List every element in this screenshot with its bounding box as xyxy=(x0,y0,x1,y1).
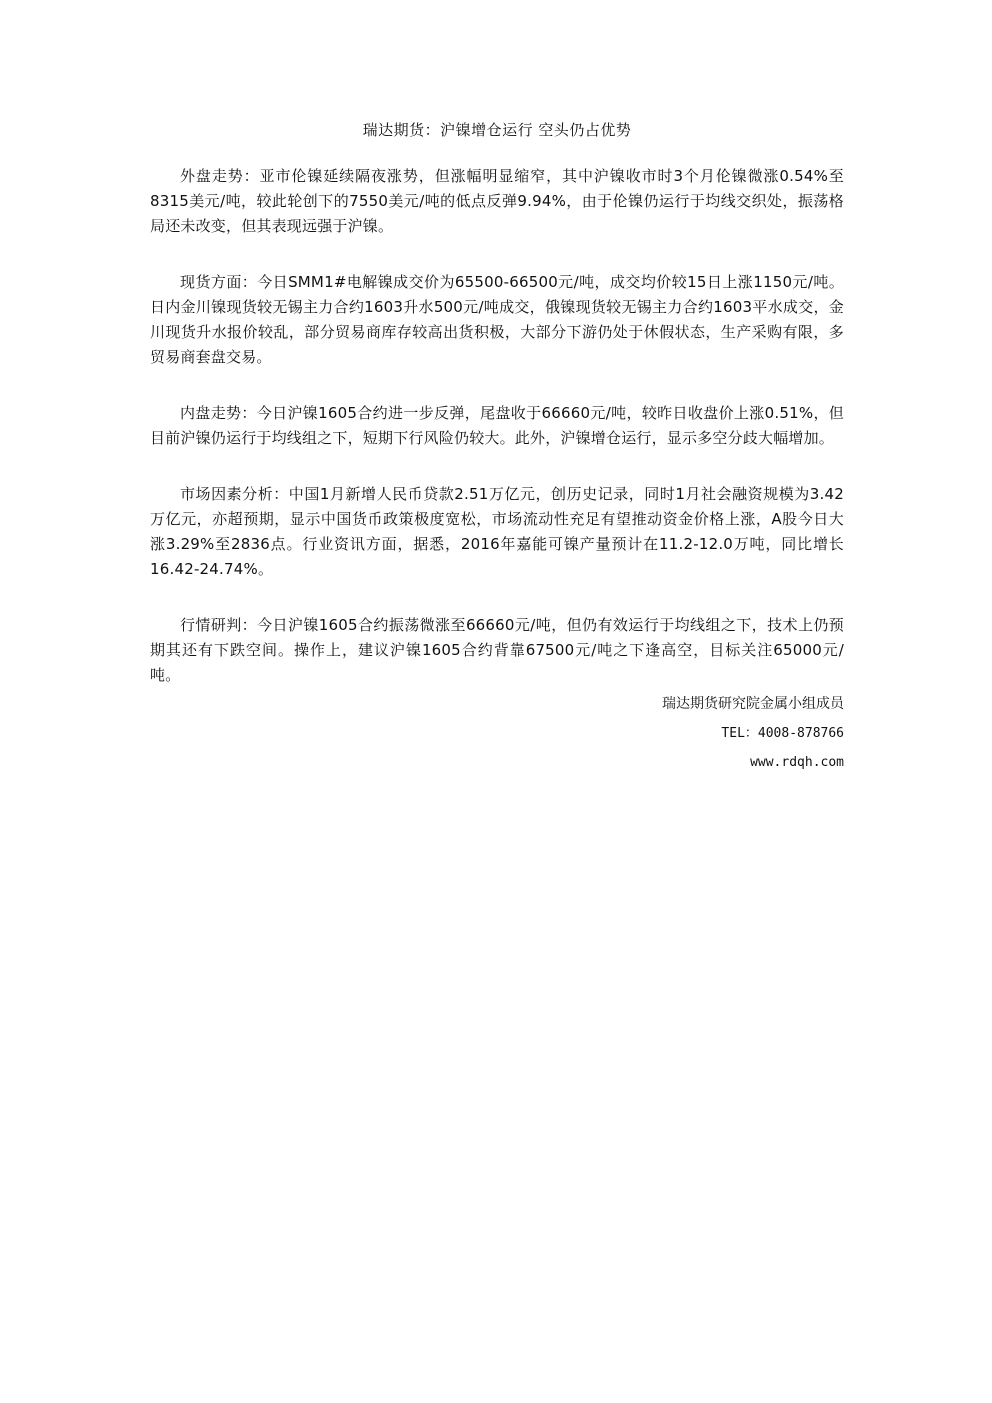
paragraph-market-factors: 市场因素分析：中国1月新增人民币贷款2.51万亿元，创历史记录，同时1月社会融资规模为3.42万亿元，亦超预期，显示中国货币政策极度宽松，市场流动性充足有望推动资金价格上涨，A股今日大涨3.29%至2836点。行业资讯方面，据悉，2016年嘉能可镍产量预计在11.2-12.0万吨，同比增长16.42-24.74%。 xyxy=(150,485,844,578)
paragraph-spot: 现货方面：今日SMM1#电解镍成交价为65500-66500元/吨，成交均价较15日上涨1150元/吨。日内金川镍现货较无锡主力合约1603升水500元/吨成交，俄镍现货较无锡主力合约1603平水成交，金川现货升水报价较乱，部分贸易商库存较高出货积极，大部分下游仍处于休假状态，生产采购有限，多贸易商套盘交易。 xyxy=(150,273,844,366)
paragraph-outlook: 行情研判：今日沪镍1605合约振荡微涨至66660元/吨，但仍有效运行于均线组之下，技术上仍预期其还有下跌空间。操作上，建议沪镍1605合约背靠67500元/吨之下逢高空，目标关注65000元/吨。 xyxy=(150,616,844,684)
signature-org: 瑞达期货研究院金属小组成员 xyxy=(662,696,844,712)
paragraph-foreign-market: 外盘走势：亚市伦镍延续隔夜涨势，但涨幅明显缩窄，其中沪镍收市时3个月伦镍微涨0.54%至8315美元/吨，较此轮创下的7550美元/吨的低点反弹9.94%，由于伦镍仍运行于均线交织处，振荡格局还未改变，但其表现远强于沪镍。 xyxy=(150,167,844,235)
document-title: 瑞达期货：沪镍增仓运行 空头仍占优势 xyxy=(362,121,632,139)
document-body xyxy=(150,118,844,777)
signature-block xyxy=(150,690,844,777)
paragraph-domestic-market: 内盘走势：今日沪镍1605合约进一步反弹，尾盘收于66660元/吨，较昨日收盘价上涨0.51%，但目前沪镍仍运行于均线组之下，短期下行风险仍较大。此外，沪镍增仓运行，显示多空分歧大幅增加。 xyxy=(150,404,844,447)
signature-website: www.rdqh.com xyxy=(750,755,844,770)
signature-tel: TEL：4008-878766 xyxy=(721,726,844,741)
